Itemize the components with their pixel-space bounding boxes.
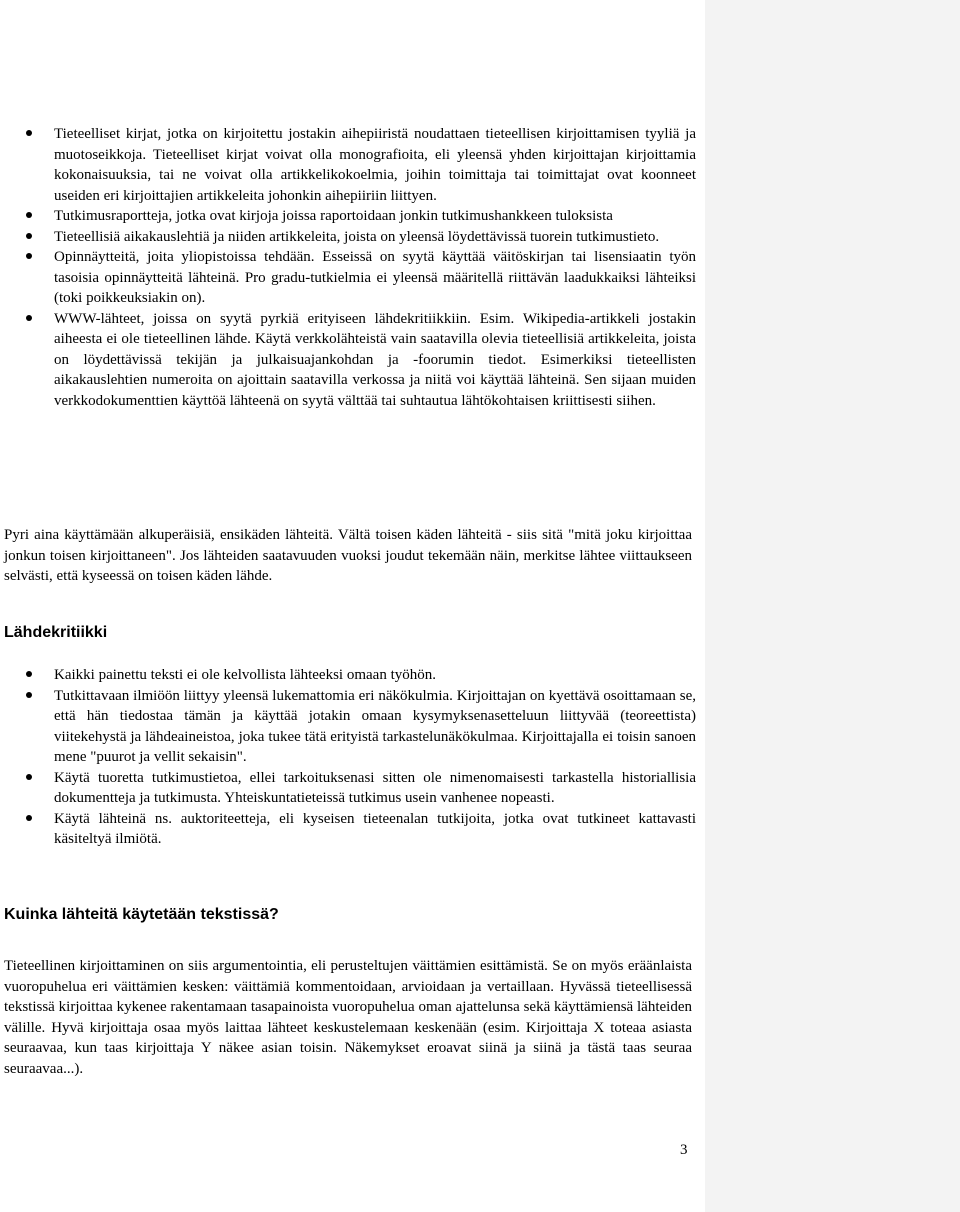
bullet-icon xyxy=(26,130,32,136)
argumentation-paragraph: Tieteellinen kirjoittaminen on siis argumentointia, eli perusteltujen väittämien esittämistä. Se on myös eräänlaista vuoropuhelua eri väittämien kesken: väittämiä kommentoidaan, arvioidaan ja vertaillaan. Hyvässä tieteellisessä tekstissä kirjoittaa kykenee rakentamaan tasapainoista vuoropuhelua oman ajattelunsa sekä käyttämiensä lähteiden välille. Hyvä kirjoittaja osaa myös laittaa lähteet keskustelemaan keskenään (esim. Kirjoittaja X toteaa asiasta seuraavaa, kun taas kirjoittaja Y näkee asian toisin. Näkemykset eroavat siinä ja siinä ja tästä taas seuraa seuraavaa...). xyxy=(4,958,692,1077)
source-types-list xyxy=(26,124,696,411)
list-item-text: Opinnäytteitä, joita yliopistoissa tehdään. Esseissä on syytä käyttää väitöskirjan tai lisensiaatin työn tasoisia opinnäytteitä lähteinä. Pro gradu-tutkielmia ei yleensä määritellä riittävän laadukkaiksi lähteiksi (toki poikkeuksiakin on). xyxy=(54,249,696,306)
list-item xyxy=(26,206,696,227)
bullet-icon xyxy=(26,774,32,780)
section-heading-using-sources: Kuinka lähteitä käytetään tekstissä? xyxy=(4,906,279,923)
bullet-icon xyxy=(26,692,32,698)
bullet-icon xyxy=(26,815,32,821)
list-item-text: Käytä lähteinä ns. auktoriteetteja, eli kyseisen tieteenalan tutkijoita, jotka ovat tutkineet kattavasti käsiteltyä ilmiötä. xyxy=(54,810,696,847)
list-item xyxy=(26,309,696,412)
list-item-text: Tieteellisiä aikakauslehtiä ja niiden artikkeleita, joista on yleensä löydettävissä tuorein tutkimustieto. xyxy=(54,228,660,245)
list-item xyxy=(26,686,696,768)
list-item-text: Tieteelliset kirjat, jotka on kirjoitettu jostakin aihepiiristä noudattaen tieteellisen kirjoittamisen tyyliä ja muotoseikkoja. Tieteelliset kirjat voivat olla monografioita, eli yleensä yhden kirjoittajan kirjoittamia kokonaisuuksia, tai ne voivat olla artikkelikokoelmia, joihin toimittaja tai toimittajat ovat koonneet useiden eri kirjoittajien artikkeleita johonkin aihepiiriin liittyen. xyxy=(54,126,696,204)
section-heading-source-criticism: Lähdekritiikki xyxy=(4,624,108,641)
list-item xyxy=(26,227,696,248)
list-item-text: Käytä tuoretta tutkimustietoa, ellei tarkoituksenasi sitten ole nimenomaisesti tarkastella historiallisia dokumentteja ja tutkimusta. Yhteiskuntatieteissä tutkimus usein vanhenee nopeasti. xyxy=(54,769,696,806)
primary-sources-paragraph: Pyri aina käyttämään alkuperäisiä, ensikäden lähteitä. Vältä toisen käden lähteitä - siis sitä "mitä joku kirjoittaa jonkun toisen kirjoittaneen". Jos lähteiden saatavuuden vuoksi joudut tekemään näin, merkitse lähtee viittaukseen selvästi, että kyseessä on toisen käden lähde. xyxy=(4,527,692,584)
list-item-text: Tutkittavaan ilmiöön liittyy yleensä lukemattomia eri näkökulmia. Kirjoittajan on kyettävä osoittamaan se, että hän tiedostaa tämän ja käyttää jotakin omaan kysymyksenasetteluun liittyvää (teoreettista) viitekehystä ja lähdeaineistoa, joka tukee tätä erityistä tarkastelunäkökulmaa. Kirjoittajalla ei toisin sanoen mene "puurot ja vellit sekaisin". xyxy=(54,687,696,765)
list-item-text: Tutkimusraportteja, jotka ovat kirjoja joissa raportoidaan jonkin tutkimushankkeen tuloksista xyxy=(54,208,613,224)
comment-margin xyxy=(705,0,960,1212)
source-criticism-list xyxy=(26,665,696,850)
list-item-text: WWW-lähteet, joissa on syytä pyrkiä erityiseen lähdekritiikkiin. Esim. Wikipedia-artikkeli jostakin aiheesta ei ole tieteellinen lähde. Käytä verkkolähteistä vain saatavilla olevia tieteellisiä artikkeleita, joista on löydettävissä tekijän ja julkaisuajankohdan ja -foorumin tiedot. Esimerkiksi tieteellisten aikakauslehtien numeroita on ajoittain saatavilla verkossa ja niitä voi käyttää lähteinä. Sen sijaan muiden verkkodokumenttien käyttöä lähteenä on syytä välttää tai suhtautua lähtökohtaisen kriittisesti siihen. xyxy=(54,310,696,409)
bullet-icon xyxy=(26,671,32,677)
list-item xyxy=(26,665,696,686)
list-item xyxy=(26,768,696,809)
list-item xyxy=(26,124,696,206)
bullet-icon xyxy=(26,253,32,259)
list-item xyxy=(26,247,696,309)
bullet-icon xyxy=(26,233,32,239)
page-number: 3 xyxy=(680,1142,688,1158)
list-item-text: Kaikki painettu teksti ei ole kelvollista lähteeksi omaan työhön. xyxy=(54,667,436,683)
bullet-icon xyxy=(26,315,32,321)
list-item xyxy=(26,809,696,850)
bullet-icon xyxy=(26,212,32,218)
